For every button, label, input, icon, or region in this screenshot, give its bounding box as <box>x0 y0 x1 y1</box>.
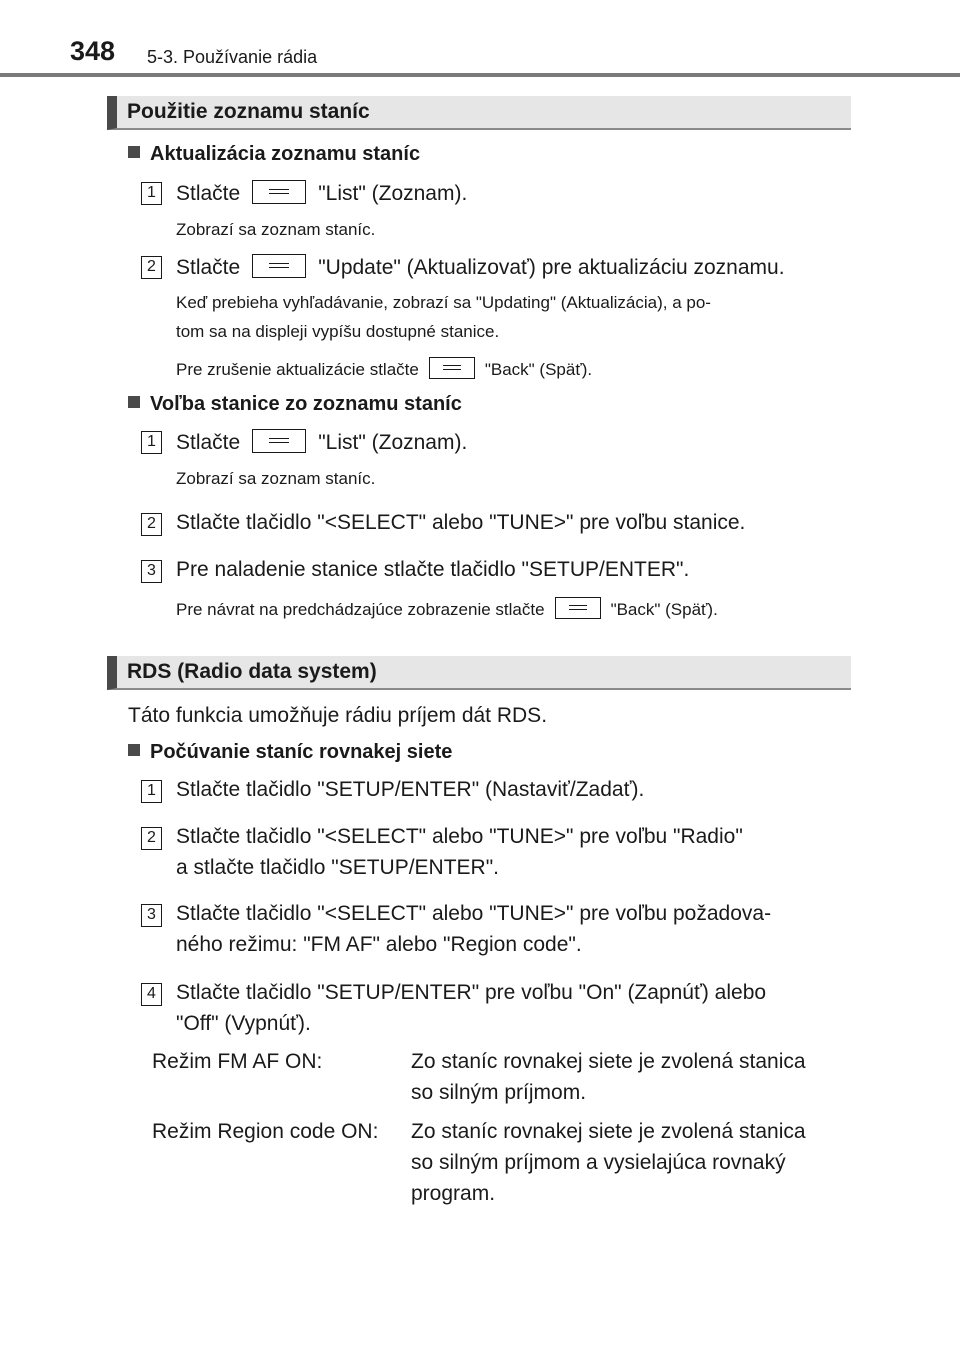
step-number-box: 3 <box>141 560 162 583</box>
square-bullet-icon <box>128 146 140 158</box>
header-rule <box>0 73 960 77</box>
step-instruction: Stlačte tlačidlo "SETUP/ENTER" (Nastaviť/Zadať). <box>176 778 645 801</box>
mode-description: Zo staníc rovnakej siete je zvolená stanica <box>411 1050 806 1073</box>
chapter-title: 5-3. Používanie rádia <box>147 47 318 67</box>
step-instruction: Stlačte tlačidlo "<SELECT" alebo "TUNE>" pre voľbu požadova- <box>176 902 772 925</box>
step-note: tom sa na displeji vypíšu dostupné stanice. <box>176 322 500 341</box>
button-icon <box>252 254 306 278</box>
step-number-box: 2 <box>141 256 162 279</box>
step-note: Keď prebieha vyhľadávanie, zobrazí sa "Updating" (Aktualizácia), a po- <box>176 293 711 312</box>
square-bullet-icon <box>128 744 140 756</box>
mode-label: Režim Region code ON: <box>152 1120 379 1143</box>
button-icon <box>555 597 601 619</box>
step-number-box: 4 <box>141 983 162 1006</box>
button-icon <box>429 357 475 379</box>
step-number-box: 3 <box>141 904 162 927</box>
subheading-select-station: Voľba stanice zo zoznamu staníc <box>128 393 462 416</box>
step-number-box: 2 <box>141 513 162 536</box>
step-instruction: Stlačte "List" (Zoznam). <box>176 182 468 205</box>
step-number-box: 1 <box>141 780 162 803</box>
mode-description: so silným príjmom a vysielajúca rovnaký <box>411 1151 786 1174</box>
step-instruction: Pre naladenie stanice stlačte tlačidlo "SETUP/ENTER". <box>176 558 690 581</box>
step-number-box: 1 <box>141 182 162 205</box>
step-instruction: "Off" (Vypnúť). <box>176 1012 311 1035</box>
step-note: Pre zrušenie aktualizácie stlačte "Back" (Späť). <box>176 357 592 380</box>
subheading-same-network: Počúvanie staníc rovnakej siete <box>128 741 452 764</box>
step-instruction: Stlačte tlačidlo "SETUP/ENTER" pre voľbu "On" (Zapnúť) alebo <box>176 981 767 1004</box>
section-heading-rds <box>107 656 851 690</box>
mode-description: so silným príjmom. <box>411 1081 587 1104</box>
step-instruction: Stlačte "Update" (Aktualizovať) pre aktualizáciu zoznamu. <box>176 256 785 279</box>
step-number-box: 1 <box>141 431 162 454</box>
step-note: Zobrazí sa zoznam staníc. <box>176 469 376 488</box>
step-instruction: Stlačte tlačidlo "<SELECT" alebo "TUNE>" pre voľbu "Radio" <box>176 825 743 848</box>
step-instruction: ného režimu: "FM AF" alebo "Region code". <box>176 933 582 956</box>
section-heading-station-list <box>107 96 851 130</box>
mode-description: Zo staníc rovnakej siete je zvolená stanica <box>411 1120 806 1143</box>
step-instruction: Stlačte tlačidlo "<SELECT" alebo "TUNE>" pre voľbu stanice. <box>176 511 746 534</box>
step-note: Zobrazí sa zoznam staníc. <box>176 220 376 239</box>
step-instruction: Stlačte "List" (Zoznam). <box>176 431 468 454</box>
page-header <box>0 0 960 80</box>
button-icon <box>252 429 306 453</box>
step-instruction: a stlačte tlačidlo "SETUP/ENTER". <box>176 856 500 879</box>
square-bullet-icon <box>128 396 140 408</box>
mode-label: Režim FM AF ON: <box>152 1050 323 1073</box>
page-number: 348 <box>70 36 116 66</box>
step-number-box: 2 <box>141 827 162 850</box>
section-intro: Táto funkcia umožňuje rádiu príjem dát RDS. <box>128 704 548 727</box>
step-note: Pre návrat na predchádzajúce zobrazenie stlačte "Back" (Späť). <box>176 597 718 620</box>
mode-description: program. <box>411 1182 496 1205</box>
button-icon <box>252 180 306 204</box>
section-title: Použitie zoznamu staníc <box>127 100 370 123</box>
subheading-update-list: Aktualizácia zoznamu staníc <box>128 143 420 166</box>
section-title: RDS (Radio data system) <box>127 660 377 683</box>
